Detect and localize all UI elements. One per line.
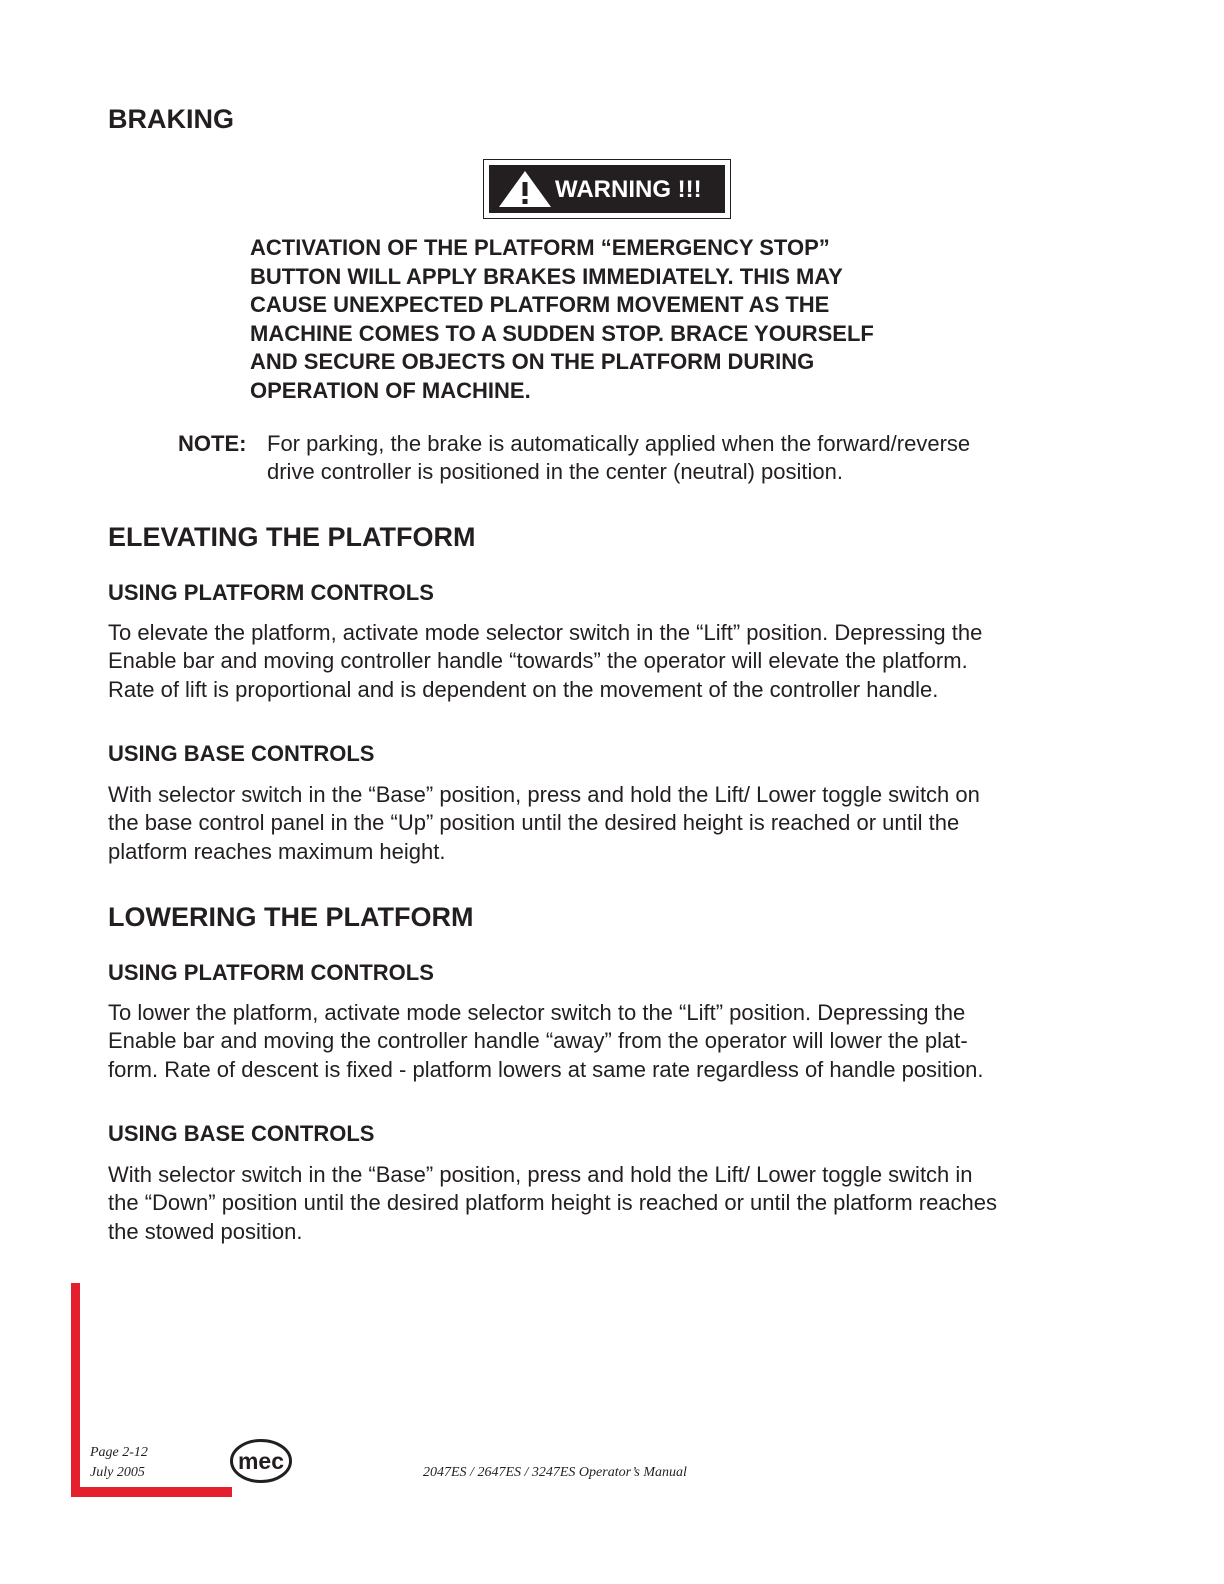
elevating-platform-controls-subheading: USING PLATFORM CONTROLS: [108, 580, 434, 605]
lowering-heading: LOWERING THE PLATFORM: [108, 902, 474, 932]
publication-date: July 2005: [90, 1465, 145, 1480]
note-line: For parking, the brake is automatically applied when the forward/reverse: [267, 431, 971, 456]
paragraph-line: platform reaches maximum height.: [108, 838, 446, 864]
manual-title: 2047ES / 2647ES / 3247ES Operator’s Manual: [423, 1465, 687, 1480]
note-label: NOTE:: [178, 431, 247, 456]
paragraph-line: To lower the platform, activate mode selector switch to the “Lift” position. Depressing the: [108, 1000, 966, 1025]
warning-line: AND SECURE OBJECTS ON THE PLATFORM DURING: [250, 349, 815, 375]
paragraph-line: To elevate the platform, activate mode selector switch in the “Lift” position. Depressing the: [108, 620, 983, 645]
note-line: drive controller is positioned in the center (neutral) position.: [267, 459, 843, 484]
paragraph-line: the base control panel in the “Up” position until the desired height is reached or until the: [108, 810, 960, 836]
elevating-platform-controls-text: [108, 619, 1088, 704]
lowering-platform-controls-subheading: USING PLATFORM CONTROLS: [108, 960, 434, 985]
warning-line: OPERATION OF MACHINE.: [250, 377, 531, 403]
warning-line: MACHINE COMES TO A SUDDEN STOP. BRACE YOURSELF: [250, 320, 874, 346]
elevating-base-controls-text: [108, 781, 1088, 866]
lowering-platform-controls-text: [108, 999, 1088, 1084]
footer-red-bar-vertical: [71, 1283, 80, 1497]
warning-label: WARNING !!!: [555, 176, 702, 203]
warning-line: BUTTON WILL APPLY BRAKES IMMEDIATELY. THIS MAY: [250, 263, 843, 289]
footer-red-bar-horizontal: [71, 1487, 232, 1497]
warning-banner-inner: [489, 165, 725, 213]
page-number: Page 2-12: [90, 1445, 148, 1460]
lowering-base-controls-subheading: USING BASE CONTROLS: [108, 1121, 375, 1146]
warning-banner: [483, 159, 731, 219]
paragraph-line: With selector switch in the “Base” position, press and hold the Lift/ Lower toggle switch on: [108, 782, 980, 807]
paragraph-line: Rate of lift is proportional and is dependent on the movement of the controller handle.: [108, 676, 939, 702]
paragraph-line: Enable bar and moving the controller handle “away” from the operator will lower the plat-: [108, 1028, 968, 1054]
paragraph-line: the stowed position.: [108, 1218, 303, 1244]
warning-line: ACTIVATION OF THE PLATFORM “EMERGENCY STOP”: [250, 235, 830, 260]
paragraph-line: Enable bar and moving controller handle “towards” the operator will elevate the platform.: [108, 648, 968, 674]
note-text: [267, 430, 970, 486]
warning-triangle-icon: [497, 169, 553, 209]
paragraph-line: With selector switch in the “Base” position, press and hold the Lift/ Lower toggle switch in: [108, 1162, 973, 1187]
warning-message: [250, 234, 874, 406]
paragraph-line: form. Rate of descent is fixed - platform lowers at same rate regardless of handle position.: [108, 1056, 984, 1082]
lowering-base-controls-text: [108, 1161, 1088, 1246]
braking-heading: BRAKING: [108, 104, 234, 134]
mec-logo: [229, 1438, 293, 1484]
warning-line: CAUSE UNEXPECTED PLATFORM MOVEMENT AS THE: [250, 292, 830, 318]
logo-text: mec: [237, 1448, 285, 1474]
elevating-base-controls-subheading: USING BASE CONTROLS: [108, 741, 375, 766]
elevating-heading: ELEVATING THE PLATFORM: [108, 522, 476, 552]
paragraph-line: the “Down” position until the desired platform height is reached or until the platform reaches: [108, 1190, 998, 1216]
